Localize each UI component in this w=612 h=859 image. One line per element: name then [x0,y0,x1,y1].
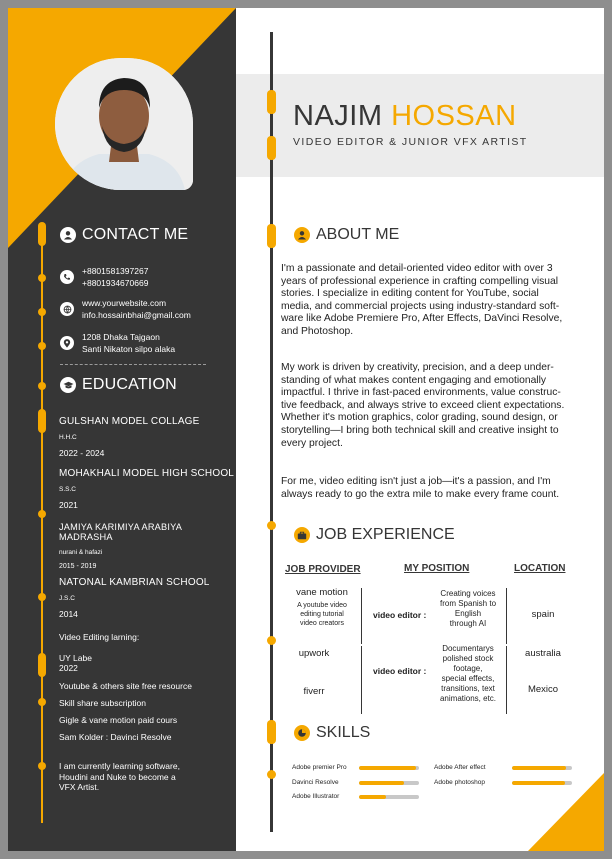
text-line: always ready to go the extra mile to make every frame count. [281,488,560,500]
column-separator [506,588,507,644]
education-item [59,577,210,619]
note-line: I am currently learning software, [59,761,180,771]
skill-bar [359,795,419,799]
desc-line: Documentarys [442,644,494,653]
web-icon [60,302,74,316]
text-line: For me, video editing isn't just a job—it's a passion, and I'm [281,476,551,487]
phone-number: +8801934670669 [82,278,149,288]
provider-name: vane motion [296,587,348,598]
location-icon [60,336,74,350]
school-name: GULSHAN MODEL COLLAGE [59,416,200,427]
sidebar [8,8,236,851]
text-line: standing of what makes content engaging and emotionally [281,374,547,386]
education-title: EDUCATION [82,376,177,393]
text-line: ware like Adobe Premiere Pro, After Effects, DaVinci Resolve, [281,313,563,325]
skill-label: Adobe After effect [434,764,486,771]
profile-photo [55,58,193,190]
timeline-marker [267,90,276,114]
timeline-marker [267,136,276,160]
skill-label: Adobe photoshop [434,779,485,786]
skill-label: Adobe premier Pro [292,764,347,771]
degree: H.H.C [59,434,77,441]
contact-address [60,331,175,355]
desc-line: Creating voices [440,589,496,598]
text-line: tive feedback, and always strive to exceed client expectations. [281,399,565,411]
years: 2015 - 2019 [59,563,97,570]
learning-note [59,761,180,793]
desc-line: English [454,609,482,618]
timeline-dot [38,593,46,601]
resume-page [8,8,604,851]
school-name: NATONAL KAMBRIAN SCHOOL [59,577,210,588]
skill-bar-fill [359,795,386,799]
website[interactable]: www.yourwebsite.com [82,298,167,308]
position-desc [430,644,506,704]
desc-line: editing tutorial [300,611,344,618]
timeline-marker [38,222,46,246]
learning-item [59,653,92,673]
learning-year: 2022 [59,663,78,673]
timeline-marker [38,653,46,677]
text-line: storytelling—I bring both technical skill and creative insight to [281,424,559,436]
position-title: video editor : [373,610,427,620]
timeline-dot [38,698,46,706]
note-line: VFX Artist. [59,782,100,792]
degree: S.S.C [59,486,76,493]
job-title: VIDEO EDITOR & JUNIOR VFX ARTIST [293,136,528,148]
learning-item: Skill share subscription [59,698,146,708]
location-name: spain [531,609,555,620]
skills-heading [294,724,370,742]
text-line: years of professional experience in crafting compelling visual [281,275,559,287]
email[interactable]: info.hossainbhai@gmail.com [82,310,191,320]
skill-bar-fill [512,781,565,785]
job-heading [294,526,455,544]
contact-web [60,297,191,321]
desc-line: special effects, [441,674,495,683]
about-heading [294,226,399,244]
learning-title: Video Editing larning: [59,632,140,642]
education-heading [60,376,177,394]
job-title-heading: JOB EXPERIENCE [316,526,455,543]
education-item [59,522,236,570]
skill-label: Davinci Resolve [292,779,339,786]
text-line: media, and commercial projects using industry-standard soft- [281,300,560,312]
timeline-marker [267,720,276,744]
position-desc [430,589,506,629]
learning-item: Sam Kolder : Davinci Resolve [59,732,172,742]
school-name: JAMIYA KARIMIYA ARABIYA MADRASHA [59,522,182,542]
last-name: HOSSAN [391,100,517,132]
desc-line: from Spanish to [439,599,497,608]
timeline-dot [267,770,276,779]
text-line: My work is driven by creativity, precision, and a deep under- [281,362,554,373]
col-location: LOCATION [514,563,566,574]
address-line: 1208 Dhaka Tajgaon [82,332,160,342]
full-name [293,100,517,133]
learning-source: UY Labe [59,653,92,663]
first-name: NAJIM [293,100,383,132]
location-name: Mexico [527,684,559,695]
user-icon [60,227,76,243]
col-provider: JOB PROVIDER [285,564,361,575]
timeline-dot [38,274,46,282]
timeline-dot [38,308,46,316]
learning-item: Gigle & vane motion paid cours [59,715,178,725]
timeline-dot [38,762,46,770]
skills-title: SKILLS [316,724,371,741]
degree: J.S.C [59,595,75,602]
desc-line: A youtube video [297,602,347,609]
text-line: stories. I specialize in editing content for YouTube, social [281,288,539,300]
column-separator [361,646,362,714]
contact-phone [60,265,148,289]
location-name: australia [525,648,561,659]
provider-name: upwork [298,648,330,659]
years: 2014 [59,609,78,619]
education-item [59,416,200,458]
desc-line: polished stock [442,654,494,663]
graduation-cap-icon [60,377,76,393]
briefcase-icon [294,527,310,543]
column-separator [361,588,362,644]
contact-title: CONTACT ME [82,226,189,243]
skill-bar-fill [359,781,404,785]
pie-chart-icon [294,725,310,741]
desc-line: through AI [449,619,487,628]
skill-bar-fill [359,766,416,770]
years: 2022 - 2024 [59,448,105,458]
skill-label: Adobe Illustrator [292,793,340,800]
text-line: every project. [281,437,343,449]
text-line: impactful. I thrive in fast-paced environments, value construc- [281,387,561,399]
column-separator [506,646,507,714]
text-line: I'm a passionate and detail-oriented video editor with over 3 [281,263,553,274]
years: 2021 [59,500,78,510]
phone-icon [60,270,74,284]
skill-bar-fill [512,766,566,770]
phone-number: +8801581397267 [82,266,149,276]
about-title: ABOUT ME [316,226,400,243]
contact-heading [60,226,188,244]
text-line: Whether it's motion graphics, color grading, sound design, or [281,412,558,424]
timeline-dot [38,342,46,350]
skill-bar [512,766,572,770]
school-name: MOHAKHALI MODEL HIGH SCHOOL [59,468,235,479]
desc-line: footage, [453,664,483,673]
desc-line: animations, etc. [439,694,497,703]
provider-name: fiverr [303,686,325,697]
timeline-dot [267,521,276,530]
timeline-dot [38,510,46,518]
learning-item: Youtube & others site free resource [59,681,192,691]
timeline-dot [267,636,276,645]
col-position: MY POSITION [404,563,470,574]
desc-line: video creators [300,620,344,627]
skill-bar [512,781,572,785]
about-paragraph [281,476,597,501]
person-icon [294,227,310,243]
timeline-marker [267,224,276,248]
text-line: and Photoshop. [281,325,354,337]
divider [60,364,206,365]
about-paragraph [281,263,597,339]
timeline-dot [38,382,46,390]
degree: nurani & hafazi [59,549,103,556]
provider-desc [282,601,362,628]
address-line: Santi Nikaton silpo alaka [82,344,176,354]
note-line: Houdini and Nuke to become a [59,771,176,782]
desc-line: transitions, text [441,684,495,693]
education-item [59,468,234,510]
skill-bar [359,766,419,770]
timeline-marker [38,409,46,433]
skill-bar [359,781,419,785]
about-paragraph [281,362,597,450]
position-title: video editor : [373,666,427,676]
